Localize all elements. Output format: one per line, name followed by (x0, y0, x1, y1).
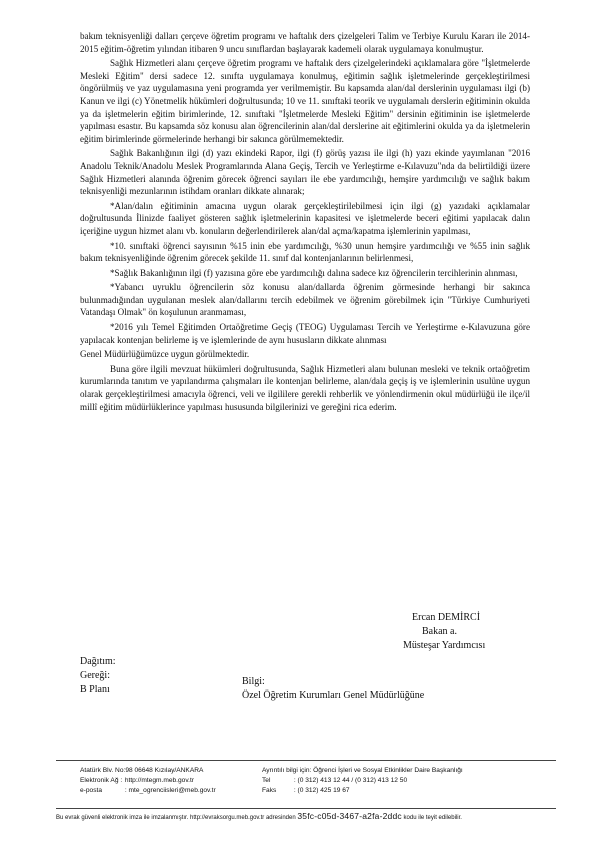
footer-tel-row (262, 776, 562, 786)
signatory-name: Ercan DEMİRCİ (412, 612, 481, 623)
distribution-gereg-value: B Planı (80, 684, 110, 695)
footer-contact-right (262, 766, 562, 797)
distribution-gereg-label: Gereği: (80, 670, 110, 681)
paragraph-3: Sağlık Bakanlığının ilgi (d) yazı ekindeki Rapor, ilgi (f) görüş yazısı ile ilgi (h) yazı ekinde yayımlanan "2016 Anadolu Teknik/Anadolu Meslek Programlarında Alana Geçiş, Tercih ve Yerleştirme e-Kılavuzu"nda da belirtildiği üzere Sağlık Hizmetleri alanında öğrenim görecek öğrenci sayıları ile ebe yardımcılığı, hemşire yardımcılığı ve sağlık bakım teknisyenliği mezunlarının istihdam oranları dikkate alınarak; (80, 148, 530, 197)
paragraph-4: *Alan/dalın eğitiminin amacına uygun olarak gerçekleştirilebilmesi için ilgi (g) yazıdaki açıklamalar doğrultusunda İlinizde faaliyet gösteren sağlık işletmelerinin kapasitesi ve işletmelerde beceri eğitimi yapılacak dalın içeriğine uygun hizmet alanı vb. konuların değerlendirilerek alan/dal açma/kapatma işlemlerinin yapılması, (80, 200, 530, 236)
verification-divider (56, 808, 556, 809)
paragraph-6: *Sağlık Bakanlığının ilgi (f) yazısına göre ebe yardımcılığı dalına sadece kız öğrencilerin tercihlerinin alınması, (110, 267, 518, 278)
footer-email-row (80, 786, 250, 796)
footer-tel-value: : (0 312) 413 12 44 / (0 312) 413 12 50 (293, 777, 408, 785)
footer-email-link[interactable]: : mte_ogrenciisleri@meb.gov.tr (124, 787, 216, 795)
paragraph-10: Buna göre ilgili mevzuat hükümleri doğrultusunda, Sağlık Hizmetleri alanı bulunan mesleki ve teknik ortaöğretim kurumlarında tanıtım ve yapılandırma çalışmaları ile kontenjan belirleme, alan/dala geçiş iş ve işlemlerinin usulüne uygun olarak gerçekleştirilmesi amacıyla öğrenci, veli ve ilgililere gerekli rehberlik ve yönlendirmenin okul müdürlüğü ile ilçe/il millî eğitim müdürlüklerince yapılması hususunda bilgilerinizi ve gereğini rica ederim. (80, 363, 530, 412)
signature-block (400, 611, 550, 653)
paragraph-1: bakım teknisyenliği dalları çerçeve öğretim programı ve haftalık ders çizelgeleri Talim ve Terbiye Kurulu Kararı ile 2014-2015 eğitim-öğretim yılından itibaren 9 uncu sınıflardan başlayarak kademeli olarak uygulamaya konulmuştur. (80, 31, 530, 54)
footer-fax-value: : (0 312) 425 19 67 (293, 787, 350, 795)
paragraph-7: *Yabancı uyruklu öğrencilerin söz konusu alan/dallarda öğrenim görmesinde herhangi bir sakınca bulunmadığından uygulanan meslek alan/dallarını tercih edebilmek ve öğrenim görebilmek için "Türkiye Cumhuriyeti Vatandaşı Olmak" ön koşulunun aranmaması, (80, 282, 530, 318)
footer-web-label: Elektronik Ağ : (80, 777, 123, 785)
paragraph-5: *10. sınıftaki öğrenci sayısının %15 inin ebe yardımcılığı, %30 unun hemşire yardımcılığı ve %55 inin sağlık bakım teknisyenliğinde öğrenim görecek şekilde 11. sınıf dal kontenjanlarının belirlenmesi, (80, 240, 530, 264)
footer-address: Atatürk Blv. No:98 06648 Kızılay/ANKARA (80, 767, 204, 774)
signatory-title: Bakan a. (422, 626, 457, 637)
letter-body (80, 30, 530, 413)
paragraph-2: Sağlık Hizmetleri alanı çerçeve öğretim programı ve haftalık ders çizelgelerindeki açıklamalara göre "İşletmelerde Mesleki Eğitim" dersi sadece 12. sınıfta uygulamaya konulmuş, eğitimin sağlık işletmelerinde gerçekleştirilmesi öngörülmüş ve yaz uygulamasına yeni programda yer verilmemiştir. Bu kapsamda alan/dal derslerinin uygulaması ilgi (b) Kanun ve ilgi (c) Yönetmelik hükümleri doğrultusunda; 10 ve 11. sınıftaki teorik ve uygulamalı derslerin eğitiminin okulda ya da işletmelerin eğitim birimlerinde, 12. sınıftaki "İşletmelerde Mesleki Eğitim" dersinin eğitiminin ise işletmelerde yapılması esastır. Bu kapsamda söz konusu alan öğrencilerinin alan/dal derslerine ait eğitimlerini okulda ya da işletmelerin eğitim birimlerinde görmelerinde herhangi bir sakınca görülmemektedir. (80, 58, 530, 144)
footer-email-label: e-posta (80, 787, 102, 795)
verification-code: 35fc-c05d-3467-a2fa-2ddc (297, 811, 402, 821)
distribution-heading: Dağıtım: (80, 656, 116, 667)
footer-info: Ayrıntılı bilgi için: Öğrenci İşleri ve Sosyal Etkinlikler Daire Başkanlığı (262, 767, 463, 774)
paragraph-9: Genel Müdürlüğümüzce uygun görülmektedir. (80, 349, 250, 360)
verification-suffix: kodu ile teyit edilebilir. (403, 815, 462, 821)
paragraph-8: *2016 yılı Temel Eğitimden Ortaöğretime Geçiş (TEOG) Uygulaması Tercih ve Yerleştirme e-Kılavuzuna göre yapılacak kontenjan belirleme iş ve işlemlerinde de aynı hususların dikkate alınması (80, 322, 530, 345)
bilgi-value: Özel Öğretim Kurumları Genel Müdürlüğüne (242, 690, 425, 701)
footer-contact-left (80, 766, 250, 797)
footer-fax-label: Faks (262, 787, 277, 795)
bilgi-block (242, 675, 424, 703)
footer-web-link[interactable]: http://mtegm.meb.gov.tr (124, 777, 194, 785)
distribution-block (80, 655, 116, 697)
footer-tel-label: Tel (262, 777, 271, 785)
bilgi-label: Bilgi: (242, 676, 265, 687)
footer-divider (56, 760, 556, 761)
footer-web-row (80, 776, 250, 786)
signatory-role: Müsteşar Yardımcısı (403, 640, 486, 651)
footer-fax-row (262, 786, 562, 796)
verification-line (56, 812, 556, 823)
verification-prefix: Bu evrak güvenli elektronik imza ile imzalanmıştır. http://evraksorgu.meb.gov.tr adresinden (56, 815, 296, 821)
